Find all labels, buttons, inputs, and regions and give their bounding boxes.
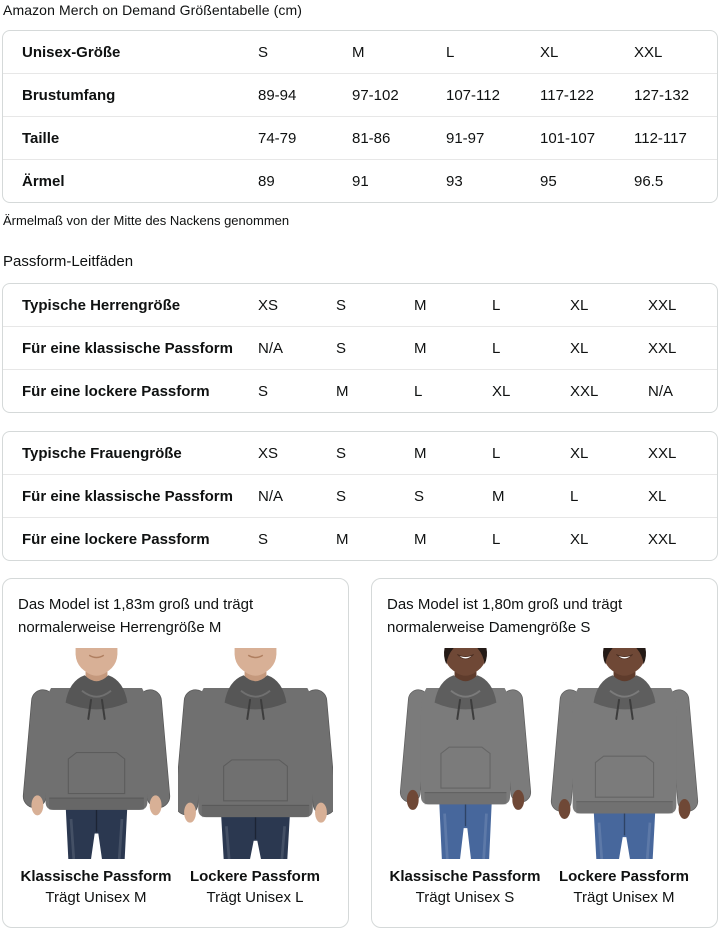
cell-value: XXL — [648, 296, 677, 314]
cell-value: 96.5 — [624, 160, 718, 203]
row-label: Taille — [3, 117, 248, 160]
cell-value: 74-79 — [248, 117, 342, 160]
cell-value: 107-112 — [436, 74, 530, 117]
model-photo — [547, 648, 702, 859]
cell-value: M — [404, 327, 482, 370]
cell-value: XL — [638, 475, 717, 518]
fit-guides-heading: Passform-Leitfäden — [3, 253, 134, 270]
cell-value: S — [326, 327, 404, 370]
row-label: Ärmel — [3, 160, 248, 203]
cell-value: L — [492, 296, 501, 314]
cell-value: XL — [540, 43, 559, 61]
model-figure-classic — [19, 648, 174, 910]
size-caption: Trägt Unisex S — [415, 889, 515, 907]
fit-caption: Lockere Passform — [558, 867, 690, 885]
model-card-heading: Das Model ist 1,80m groß und trägt normalerweise Damengröße S — [387, 596, 623, 637]
cell-value: 127-132 — [624, 74, 718, 117]
size-table — [3, 31, 718, 202]
cell-value: N/A — [248, 327, 326, 370]
cell-value: L — [404, 370, 482, 413]
cell-value: S — [336, 444, 347, 462]
model-figure-loose — [547, 648, 702, 910]
model-cards — [2, 578, 718, 928]
cell-value: S — [248, 518, 326, 561]
table-row — [3, 284, 717, 327]
cell-value: 81-86 — [342, 117, 436, 160]
cell-value: XXL — [638, 327, 717, 370]
cell-value: 91 — [342, 160, 436, 203]
table-row — [3, 327, 717, 370]
model-figures — [18, 648, 333, 910]
cell-value: L — [492, 444, 501, 462]
table-row — [3, 518, 717, 561]
cell-value: XL — [482, 370, 560, 413]
cell-value: 97-102 — [342, 74, 436, 117]
page-title: Amazon Merch on Demand Größentabelle (cm) — [3, 2, 302, 18]
size-caption: Trägt Unisex M — [45, 889, 147, 907]
size-caption: Trägt Unisex L — [206, 889, 304, 907]
row-label: Brustumfang — [3, 74, 248, 117]
size-table-header-row — [3, 31, 718, 74]
model-card-heading: Das Model ist 1,83m groß und trägt normalerweise Herrengröße M — [18, 596, 254, 637]
cell-value: XL — [570, 296, 589, 314]
model-photo — [19, 648, 174, 859]
cell-value: M — [326, 370, 404, 413]
cell-value: S — [258, 43, 269, 61]
size-caption: Trägt Unisex M — [573, 889, 675, 907]
herren-passform-table — [2, 283, 718, 413]
cell-value: 89-94 — [248, 74, 342, 117]
cell-value: XXL — [560, 370, 638, 413]
row-label: Typische Herrengröße — [22, 296, 181, 314]
cell-value: XS — [258, 444, 279, 462]
unisex-size-table — [2, 30, 718, 203]
cell-value: N/A — [248, 475, 326, 518]
cell-value: M — [326, 518, 404, 561]
table-row — [3, 160, 718, 203]
row-label: Unisex-Größe — [22, 43, 121, 61]
cell-value: XL — [570, 444, 589, 462]
cell-value: L — [560, 475, 638, 518]
row-label: Typische Frauengröße — [22, 444, 182, 462]
cell-value: 117-122 — [530, 74, 624, 117]
table-row — [3, 117, 718, 160]
cell-value: XXL — [638, 518, 717, 561]
cell-value: L — [482, 518, 560, 561]
sleeve-measurement-note: Ärmelmaß von der Mitte des Nackens genommen — [3, 213, 290, 228]
table-row — [3, 432, 717, 475]
row-label: Für eine klassische Passform — [3, 475, 248, 518]
herren-passform-table-grid — [3, 284, 717, 412]
model-card-female — [371, 578, 718, 928]
cell-value: L — [482, 327, 560, 370]
cell-value: XL — [560, 327, 638, 370]
frauen-passform-table-grid — [3, 432, 717, 560]
table-row — [3, 74, 718, 117]
model-photo — [178, 648, 333, 859]
cell-value: S — [248, 370, 326, 413]
cell-value: XXL — [648, 444, 677, 462]
cell-value: M — [414, 296, 427, 314]
table-row — [3, 475, 717, 518]
cell-value: S — [404, 475, 482, 518]
model-figure-classic — [388, 648, 543, 910]
frauen-passform-table — [2, 431, 718, 561]
cell-value: 112-117 — [624, 117, 718, 160]
model-figures — [387, 648, 702, 910]
cell-value: 89 — [248, 160, 342, 203]
cell-value: N/A — [638, 370, 717, 413]
cell-value: M — [414, 444, 427, 462]
fit-guides-tables — [2, 283, 718, 561]
cell-value: 91-97 — [436, 117, 530, 160]
row-label: Für eine lockere Passform — [3, 518, 248, 561]
cell-value: 95 — [530, 160, 624, 203]
row-label: Für eine klassische Passform — [3, 327, 248, 370]
cell-value: 101-107 — [530, 117, 624, 160]
fit-caption: Lockere Passform — [189, 867, 321, 885]
table-row — [3, 370, 717, 413]
model-photo — [388, 648, 543, 859]
cell-value: XL — [560, 518, 638, 561]
fit-caption: Klassische Passform — [389, 867, 541, 885]
cell-value: 93 — [436, 160, 530, 203]
cell-value: M — [482, 475, 560, 518]
cell-value: S — [336, 296, 347, 314]
model-figure-loose — [178, 648, 333, 910]
cell-value: XXL — [634, 43, 663, 61]
cell-value: XS — [258, 296, 279, 314]
cell-value: M — [404, 518, 482, 561]
fit-caption: Klassische Passform — [20, 867, 172, 885]
cell-value: M — [352, 43, 365, 61]
cell-value: S — [326, 475, 404, 518]
model-card-male — [2, 578, 349, 928]
row-label: Für eine lockere Passform — [3, 370, 248, 413]
cell-value: L — [446, 43, 455, 61]
